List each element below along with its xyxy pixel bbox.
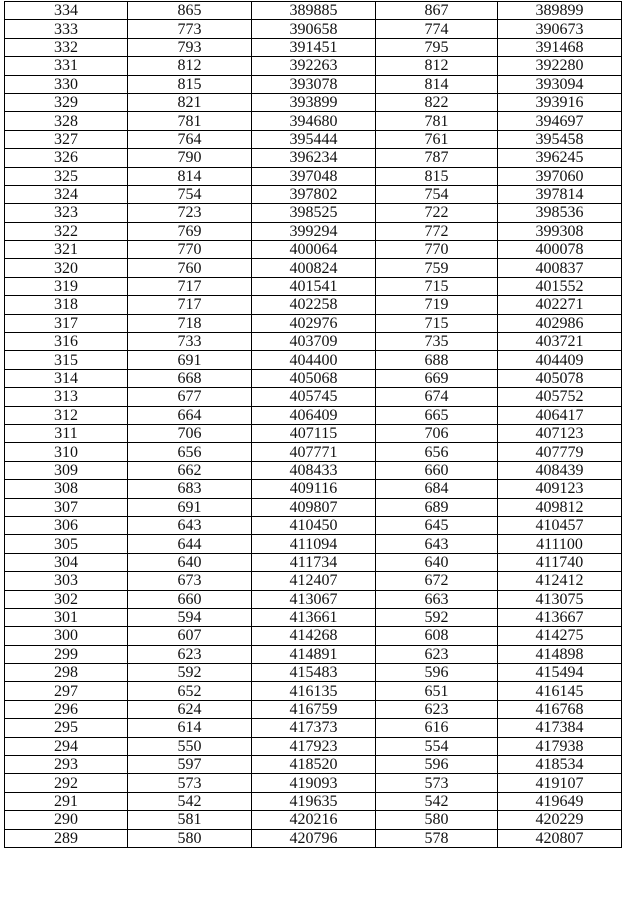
- table-row: [5, 590, 622, 608]
- cumulative-b-cell: 399308: [498, 222, 622, 240]
- count-b-cell: 689: [376, 498, 498, 516]
- score-cell: 295: [5, 719, 128, 737]
- cumulative-a-cell: 402976: [252, 314, 376, 332]
- score-cell: 312: [5, 406, 128, 424]
- count-b-cell: 674: [376, 388, 498, 406]
- cumulative-a-cell: 418520: [252, 756, 376, 774]
- cumulative-a-cell: 397802: [252, 185, 376, 203]
- count-b-cell: 592: [376, 608, 498, 626]
- count-b-cell: 665: [376, 406, 498, 424]
- count-a-cell: 656: [128, 443, 252, 461]
- cumulative-a-cell: 405068: [252, 369, 376, 387]
- cumulative-b-cell: 407123: [498, 424, 622, 442]
- cumulative-a-cell: 395444: [252, 130, 376, 148]
- cumulative-b-cell: 414275: [498, 627, 622, 645]
- count-a-cell: 581: [128, 811, 252, 829]
- score-cell: 304: [5, 553, 128, 571]
- cumulative-a-cell: 393078: [252, 75, 376, 93]
- cumulative-a-cell: 389885: [252, 2, 376, 20]
- count-a-cell: 683: [128, 480, 252, 498]
- cumulative-a-cell: 417373: [252, 719, 376, 737]
- count-a-cell: 754: [128, 185, 252, 203]
- table-row: [5, 406, 622, 424]
- table-row: [5, 535, 622, 553]
- count-a-cell: 821: [128, 93, 252, 111]
- count-a-cell: 691: [128, 498, 252, 516]
- cumulative-b-cell: 398536: [498, 204, 622, 222]
- count-a-cell: 623: [128, 645, 252, 663]
- cumulative-b-cell: 402986: [498, 314, 622, 332]
- cumulative-b-cell: 413667: [498, 608, 622, 626]
- cumulative-a-cell: 402258: [252, 296, 376, 314]
- cumulative-a-cell: 404400: [252, 351, 376, 369]
- table-row: [5, 204, 622, 222]
- cumulative-b-cell: 409812: [498, 498, 622, 516]
- cumulative-b-cell: 390673: [498, 20, 622, 38]
- cumulative-b-cell: 389899: [498, 2, 622, 20]
- score-cell: 298: [5, 664, 128, 682]
- table-row: [5, 38, 622, 56]
- count-b-cell: 645: [376, 516, 498, 534]
- table-row: [5, 167, 622, 185]
- cumulative-b-cell: 393916: [498, 93, 622, 111]
- cumulative-a-cell: 409807: [252, 498, 376, 516]
- table-row: [5, 756, 622, 774]
- score-cell: 292: [5, 774, 128, 792]
- count-b-cell: 759: [376, 259, 498, 277]
- count-b-cell: 715: [376, 314, 498, 332]
- count-a-cell: 706: [128, 424, 252, 442]
- cumulative-b-cell: 419107: [498, 774, 622, 792]
- count-a-cell: 652: [128, 682, 252, 700]
- cumulative-a-cell: 399294: [252, 222, 376, 240]
- count-a-cell: 814: [128, 167, 252, 185]
- score-cell: 323: [5, 204, 128, 222]
- table-row: [5, 388, 622, 406]
- cumulative-a-cell: 411094: [252, 535, 376, 553]
- cumulative-a-cell: 400064: [252, 241, 376, 259]
- count-b-cell: 774: [376, 20, 498, 38]
- score-cell: 301: [5, 608, 128, 626]
- score-cell: 311: [5, 424, 128, 442]
- cumulative-a-cell: 415483: [252, 664, 376, 682]
- score-cell: 320: [5, 259, 128, 277]
- cumulative-b-cell: 417384: [498, 719, 622, 737]
- count-b-cell: 669: [376, 369, 498, 387]
- cumulative-a-cell: 403709: [252, 333, 376, 351]
- count-a-cell: 643: [128, 516, 252, 534]
- count-a-cell: 597: [128, 756, 252, 774]
- count-a-cell: 723: [128, 204, 252, 222]
- score-cell: 319: [5, 277, 128, 295]
- count-b-cell: 580: [376, 811, 498, 829]
- table-row: [5, 130, 622, 148]
- count-a-cell: 815: [128, 75, 252, 93]
- score-cell: 302: [5, 590, 128, 608]
- count-b-cell: 772: [376, 222, 498, 240]
- count-b-cell: 573: [376, 774, 498, 792]
- count-b-cell: 706: [376, 424, 498, 442]
- table-row: [5, 700, 622, 718]
- count-a-cell: 592: [128, 664, 252, 682]
- count-b-cell: 688: [376, 351, 498, 369]
- score-cell: 314: [5, 369, 128, 387]
- table-row: [5, 241, 622, 259]
- score-cell: 327: [5, 130, 128, 148]
- table-row: [5, 774, 622, 792]
- cumulative-a-cell: 420796: [252, 829, 376, 847]
- table-row: [5, 314, 622, 332]
- cumulative-a-cell: 410450: [252, 516, 376, 534]
- score-cell: 296: [5, 700, 128, 718]
- score-cell: 305: [5, 535, 128, 553]
- table-row: [5, 112, 622, 130]
- count-a-cell: 769: [128, 222, 252, 240]
- count-a-cell: 691: [128, 351, 252, 369]
- table-row: [5, 75, 622, 93]
- count-b-cell: 814: [376, 75, 498, 93]
- count-b-cell: 770: [376, 241, 498, 259]
- score-distribution-table: [4, 1, 622, 848]
- cumulative-a-cell: 405745: [252, 388, 376, 406]
- count-b-cell: 608: [376, 627, 498, 645]
- count-b-cell: 754: [376, 185, 498, 203]
- count-a-cell: 793: [128, 38, 252, 56]
- score-cell: 322: [5, 222, 128, 240]
- count-b-cell: 822: [376, 93, 498, 111]
- count-a-cell: 790: [128, 149, 252, 167]
- score-cell: 321: [5, 241, 128, 259]
- count-b-cell: 795: [376, 38, 498, 56]
- table-row: [5, 57, 622, 75]
- count-a-cell: 865: [128, 2, 252, 20]
- cumulative-b-cell: 419649: [498, 792, 622, 810]
- count-b-cell: 761: [376, 130, 498, 148]
- score-cell: 303: [5, 572, 128, 590]
- count-b-cell: 596: [376, 664, 498, 682]
- cumulative-b-cell: 406417: [498, 406, 622, 424]
- cumulative-b-cell: 413075: [498, 590, 622, 608]
- score-cell: 325: [5, 167, 128, 185]
- score-cell: 291: [5, 792, 128, 810]
- count-a-cell: 640: [128, 553, 252, 571]
- score-cell: 294: [5, 737, 128, 755]
- table-row: [5, 259, 622, 277]
- cumulative-a-cell: 397048: [252, 167, 376, 185]
- table-row: [5, 811, 622, 829]
- score-cell: 289: [5, 829, 128, 847]
- count-b-cell: 640: [376, 553, 498, 571]
- cumulative-a-cell: 417923: [252, 737, 376, 755]
- count-a-cell: 770: [128, 241, 252, 259]
- cumulative-b-cell: 391468: [498, 38, 622, 56]
- cumulative-b-cell: 394697: [498, 112, 622, 130]
- cumulative-b-cell: 417938: [498, 737, 622, 755]
- cumulative-a-cell: 392263: [252, 57, 376, 75]
- cumulative-b-cell: 400078: [498, 241, 622, 259]
- score-cell: 300: [5, 627, 128, 645]
- score-cell: 324: [5, 185, 128, 203]
- count-b-cell: 663: [376, 590, 498, 608]
- table-row: [5, 737, 622, 755]
- count-a-cell: 662: [128, 461, 252, 479]
- cumulative-a-cell: 407115: [252, 424, 376, 442]
- cumulative-b-cell: 405078: [498, 369, 622, 387]
- count-b-cell: 684: [376, 480, 498, 498]
- count-b-cell: 623: [376, 645, 498, 663]
- count-a-cell: 664: [128, 406, 252, 424]
- count-a-cell: 644: [128, 535, 252, 553]
- cumulative-b-cell: 416768: [498, 700, 622, 718]
- table-row: [5, 185, 622, 203]
- cumulative-a-cell: 414268: [252, 627, 376, 645]
- cumulative-a-cell: 419093: [252, 774, 376, 792]
- cumulative-b-cell: 404409: [498, 351, 622, 369]
- cumulative-b-cell: 414898: [498, 645, 622, 663]
- score-cell: 299: [5, 645, 128, 663]
- count-b-cell: 596: [376, 756, 498, 774]
- table-row: [5, 296, 622, 314]
- score-cell: 307: [5, 498, 128, 516]
- count-a-cell: 717: [128, 277, 252, 295]
- cumulative-a-cell: 420216: [252, 811, 376, 829]
- count-a-cell: 781: [128, 112, 252, 130]
- table-row: [5, 682, 622, 700]
- count-b-cell: 812: [376, 57, 498, 75]
- count-a-cell: 812: [128, 57, 252, 75]
- table-row: [5, 664, 622, 682]
- score-cell: 315: [5, 351, 128, 369]
- cumulative-a-cell: 394680: [252, 112, 376, 130]
- score-cell: 310: [5, 443, 128, 461]
- table-row: [5, 149, 622, 167]
- count-b-cell: 715: [376, 277, 498, 295]
- cumulative-b-cell: 397060: [498, 167, 622, 185]
- cumulative-a-cell: 393899: [252, 93, 376, 111]
- count-a-cell: 760: [128, 259, 252, 277]
- table-row: [5, 222, 622, 240]
- score-cell: 328: [5, 112, 128, 130]
- count-a-cell: 718: [128, 314, 252, 332]
- score-cell: 297: [5, 682, 128, 700]
- count-a-cell: 542: [128, 792, 252, 810]
- score-cell: 329: [5, 93, 128, 111]
- count-b-cell: 616: [376, 719, 498, 737]
- count-b-cell: 672: [376, 572, 498, 590]
- score-cell: 330: [5, 75, 128, 93]
- score-cell: 333: [5, 20, 128, 38]
- cumulative-b-cell: 392280: [498, 57, 622, 75]
- score-cell: 331: [5, 57, 128, 75]
- cumulative-a-cell: 414891: [252, 645, 376, 663]
- table-row: [5, 498, 622, 516]
- cumulative-a-cell: 416759: [252, 700, 376, 718]
- cumulative-b-cell: 401552: [498, 277, 622, 295]
- count-a-cell: 733: [128, 333, 252, 351]
- count-b-cell: 787: [376, 149, 498, 167]
- cumulative-b-cell: 393094: [498, 75, 622, 93]
- cumulative-a-cell: 409116: [252, 480, 376, 498]
- table-row: [5, 369, 622, 387]
- score-cell: 318: [5, 296, 128, 314]
- cumulative-b-cell: 420229: [498, 811, 622, 829]
- cumulative-b-cell: 415494: [498, 664, 622, 682]
- count-b-cell: 735: [376, 333, 498, 351]
- count-b-cell: 719: [376, 296, 498, 314]
- table-row: [5, 443, 622, 461]
- table-body: [5, 2, 622, 848]
- score-cell: 326: [5, 149, 128, 167]
- cumulative-a-cell: 413067: [252, 590, 376, 608]
- cumulative-b-cell: 416145: [498, 682, 622, 700]
- cumulative-a-cell: 400824: [252, 259, 376, 277]
- score-cell: 309: [5, 461, 128, 479]
- table-row: [5, 516, 622, 534]
- table-row: [5, 333, 622, 351]
- cumulative-b-cell: 403721: [498, 333, 622, 351]
- count-b-cell: 651: [376, 682, 498, 700]
- cumulative-a-cell: 412407: [252, 572, 376, 590]
- cumulative-a-cell: 401541: [252, 277, 376, 295]
- table-row: [5, 461, 622, 479]
- cumulative-b-cell: 407779: [498, 443, 622, 461]
- count-b-cell: 660: [376, 461, 498, 479]
- score-cell: 316: [5, 333, 128, 351]
- cumulative-b-cell: 409123: [498, 480, 622, 498]
- table-row: [5, 719, 622, 737]
- count-a-cell: 573: [128, 774, 252, 792]
- count-a-cell: 594: [128, 608, 252, 626]
- cumulative-b-cell: 397814: [498, 185, 622, 203]
- cumulative-a-cell: 408433: [252, 461, 376, 479]
- cumulative-b-cell: 411100: [498, 535, 622, 553]
- cumulative-a-cell: 416135: [252, 682, 376, 700]
- cumulative-a-cell: 391451: [252, 38, 376, 56]
- cumulative-a-cell: 413661: [252, 608, 376, 626]
- table-row: [5, 277, 622, 295]
- table-row: [5, 645, 622, 663]
- count-b-cell: 578: [376, 829, 498, 847]
- cumulative-b-cell: 412412: [498, 572, 622, 590]
- count-b-cell: 781: [376, 112, 498, 130]
- cumulative-a-cell: 407771: [252, 443, 376, 461]
- score-cell: 306: [5, 516, 128, 534]
- score-cell: 313: [5, 388, 128, 406]
- count-a-cell: 660: [128, 590, 252, 608]
- count-b-cell: 554: [376, 737, 498, 755]
- count-a-cell: 668: [128, 369, 252, 387]
- cumulative-b-cell: 405752: [498, 388, 622, 406]
- count-a-cell: 580: [128, 829, 252, 847]
- count-a-cell: 607: [128, 627, 252, 645]
- cumulative-b-cell: 395458: [498, 130, 622, 148]
- count-a-cell: 673: [128, 572, 252, 590]
- table-row: [5, 20, 622, 38]
- cumulative-b-cell: 402271: [498, 296, 622, 314]
- count-a-cell: 624: [128, 700, 252, 718]
- count-a-cell: 717: [128, 296, 252, 314]
- table-row: [5, 351, 622, 369]
- table-row: [5, 627, 622, 645]
- count-a-cell: 677: [128, 388, 252, 406]
- count-a-cell: 773: [128, 20, 252, 38]
- score-cell: 290: [5, 811, 128, 829]
- cumulative-b-cell: 418534: [498, 756, 622, 774]
- cumulative-b-cell: 411740: [498, 553, 622, 571]
- cumulative-b-cell: 408439: [498, 461, 622, 479]
- score-cell: 332: [5, 38, 128, 56]
- cumulative-a-cell: 398525: [252, 204, 376, 222]
- cumulative-a-cell: 406409: [252, 406, 376, 424]
- table-row: [5, 792, 622, 810]
- table-row: [5, 424, 622, 442]
- table-row: [5, 553, 622, 571]
- score-cell: 317: [5, 314, 128, 332]
- count-b-cell: 815: [376, 167, 498, 185]
- table-row: [5, 829, 622, 847]
- cumulative-a-cell: 396234: [252, 149, 376, 167]
- cumulative-b-cell: 420807: [498, 829, 622, 847]
- cumulative-b-cell: 400837: [498, 259, 622, 277]
- cumulative-b-cell: 410457: [498, 516, 622, 534]
- count-a-cell: 550: [128, 737, 252, 755]
- count-a-cell: 764: [128, 130, 252, 148]
- table-row: [5, 93, 622, 111]
- table-row: [5, 608, 622, 626]
- count-b-cell: 722: [376, 204, 498, 222]
- count-b-cell: 623: [376, 700, 498, 718]
- cumulative-a-cell: 390658: [252, 20, 376, 38]
- score-cell: 293: [5, 756, 128, 774]
- table-row: [5, 480, 622, 498]
- count-b-cell: 867: [376, 2, 498, 20]
- table-row: [5, 572, 622, 590]
- table-row: [5, 2, 622, 20]
- score-cell: 308: [5, 480, 128, 498]
- count-b-cell: 542: [376, 792, 498, 810]
- count-b-cell: 643: [376, 535, 498, 553]
- count-a-cell: 614: [128, 719, 252, 737]
- cumulative-a-cell: 419635: [252, 792, 376, 810]
- cumulative-a-cell: 411734: [252, 553, 376, 571]
- score-cell: 334: [5, 2, 128, 20]
- cumulative-b-cell: 396245: [498, 149, 622, 167]
- count-b-cell: 656: [376, 443, 498, 461]
